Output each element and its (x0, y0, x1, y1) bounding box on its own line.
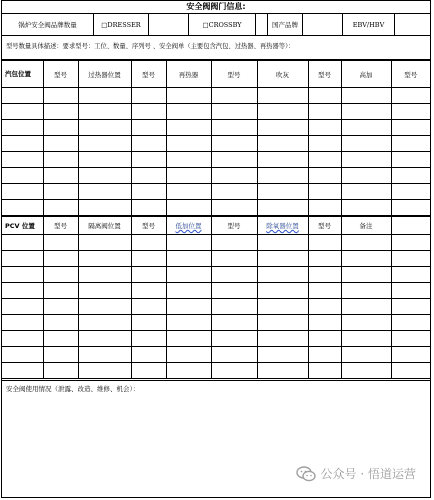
brand-ebv-count[interactable] (395, 14, 430, 35)
table-cell[interactable] (166, 88, 211, 104)
table-cell[interactable] (166, 120, 211, 136)
table-cell[interactable] (308, 88, 341, 104)
table-cell[interactable] (257, 267, 308, 283)
table-cell[interactable] (2, 267, 43, 283)
table-cell[interactable] (211, 283, 257, 299)
table-cell[interactable] (131, 184, 166, 200)
table-cell[interactable] (78, 104, 131, 120)
table-cell[interactable] (78, 267, 131, 283)
table-cell[interactable] (257, 88, 308, 104)
brand-row (2, 14, 430, 36)
table-cell[interactable] (43, 299, 78, 315)
table-cell[interactable] (43, 331, 78, 347)
table-cell[interactable] (391, 331, 430, 347)
table-row (2, 104, 430, 120)
table-cell[interactable] (308, 267, 341, 283)
table-cell[interactable] (2, 136, 43, 152)
table-cell[interactable] (341, 184, 391, 200)
table-cell[interactable] (211, 315, 257, 331)
table-cell[interactable] (341, 168, 391, 184)
table-cell[interactable] (211, 136, 257, 152)
table-cell[interactable] (211, 331, 257, 347)
table-cell[interactable] (308, 331, 341, 347)
table-cell[interactable] (2, 363, 43, 379)
table-cell[interactable] (2, 184, 43, 200)
table-cell[interactable] (308, 136, 341, 152)
table-cell[interactable] (341, 152, 391, 168)
col-header-model: 型号 (391, 61, 430, 88)
table-cell[interactable] (391, 283, 430, 299)
table-cell[interactable] (391, 200, 430, 216)
table-cell[interactable] (78, 251, 131, 267)
table-cell[interactable] (341, 251, 391, 267)
table-cell[interactable] (341, 136, 391, 152)
table-cell[interactable] (131, 299, 166, 315)
table-cell[interactable] (78, 120, 131, 136)
table-cell[interactable] (43, 347, 78, 363)
table-cell[interactable] (131, 104, 166, 120)
col-header-pcv-position: PCV 位置 (2, 217, 43, 235)
table-cell[interactable] (2, 200, 43, 216)
table-cell[interactable] (131, 120, 166, 136)
brand-label: 锅炉安全阀品牌数量 (2, 14, 94, 35)
brand-option-crossby[interactable]: □CROSSBY (189, 14, 256, 35)
table-cell[interactable] (308, 168, 341, 184)
table-cell[interactable] (43, 251, 78, 267)
table-cell[interactable] (43, 168, 78, 184)
table-cell[interactable] (341, 267, 391, 283)
table-cell[interactable] (257, 331, 308, 347)
brand-crossby-count[interactable] (256, 14, 268, 35)
col-header-blank (391, 217, 430, 235)
table-cell[interactable] (341, 235, 391, 251)
table-cell[interactable] (257, 200, 308, 216)
table-cell[interactable] (166, 235, 211, 251)
table-cell[interactable] (78, 315, 131, 331)
table-cell[interactable] (78, 283, 131, 299)
table-cell[interactable] (211, 168, 257, 184)
table-row (2, 299, 430, 315)
table-cell[interactable] (166, 363, 211, 379)
table-cell[interactable] (257, 168, 308, 184)
table-cell[interactable] (131, 267, 166, 283)
table-cell[interactable] (166, 267, 211, 283)
table-cell[interactable] (131, 283, 166, 299)
table-cell[interactable] (391, 299, 430, 315)
table-cell[interactable] (257, 283, 308, 299)
table-cell[interactable] (257, 136, 308, 152)
table-cell[interactable] (308, 347, 341, 363)
table-cell[interactable] (257, 152, 308, 168)
col-header-lp-heater-position: 低加位置 (166, 217, 211, 235)
table-cell[interactable] (391, 104, 430, 120)
table-cell[interactable] (211, 104, 257, 120)
table-cell[interactable] (2, 331, 43, 347)
table-cell[interactable] (43, 120, 78, 136)
watermark (296, 465, 416, 482)
wechat-icon (296, 466, 316, 482)
table-cell[interactable] (308, 152, 341, 168)
table-cell[interactable] (166, 104, 211, 120)
safety-valve-form (1, 0, 431, 498)
table-cell[interactable] (166, 136, 211, 152)
table-header-row (2, 61, 430, 88)
table-cell[interactable] (131, 200, 166, 216)
table-cell[interactable] (131, 331, 166, 347)
table-cell[interactable] (43, 152, 78, 168)
table-cell[interactable] (257, 251, 308, 267)
col-header-remarks: 备注 (341, 217, 391, 235)
table-cell[interactable] (43, 200, 78, 216)
table-cell[interactable] (308, 363, 341, 379)
table-cell[interactable] (211, 363, 257, 379)
table-cell[interactable] (78, 152, 131, 168)
table-cell[interactable] (2, 88, 43, 104)
col-header-isolation-valve-position: 隔离阀位置 (78, 217, 131, 235)
table-cell[interactable] (166, 200, 211, 216)
table-cell[interactable] (391, 315, 430, 331)
table-row (2, 152, 430, 168)
table-cell[interactable] (391, 251, 430, 267)
table-cell[interactable] (43, 283, 78, 299)
table-cell[interactable] (166, 168, 211, 184)
table-cell[interactable] (43, 267, 78, 283)
table-cell[interactable] (166, 184, 211, 200)
table-cell[interactable] (391, 120, 430, 136)
table-row (2, 168, 430, 184)
table-cell[interactable] (341, 104, 391, 120)
table-cell[interactable] (166, 331, 211, 347)
col-header-hp-heater: 高加 (341, 61, 391, 88)
table-cell[interactable] (391, 136, 430, 152)
table-cell[interactable] (166, 347, 211, 363)
table-cell[interactable] (78, 88, 131, 104)
table-cell[interactable] (391, 363, 430, 379)
table-cell[interactable] (2, 315, 43, 331)
table-cell[interactable] (43, 315, 78, 331)
table-cell[interactable] (341, 315, 391, 331)
table-cell[interactable] (211, 347, 257, 363)
table-cell[interactable] (131, 251, 166, 267)
table-cell[interactable] (211, 184, 257, 200)
table-steam-drum (2, 60, 430, 216)
table-row (2, 315, 430, 331)
table-cell[interactable] (391, 267, 430, 283)
table1-body (2, 88, 430, 216)
table-cell[interactable] (43, 136, 78, 152)
col-header-model: 型号 (43, 217, 78, 235)
table-cell[interactable] (308, 235, 341, 251)
table-cell[interactable] (166, 251, 211, 267)
table-cell[interactable] (341, 120, 391, 136)
table-cell[interactable] (308, 184, 341, 200)
table-cell[interactable] (2, 283, 43, 299)
col-header-model: 型号 (211, 61, 257, 88)
table-cell[interactable] (391, 184, 430, 200)
brand-option-domestic[interactable]: 国产品牌 (268, 14, 303, 35)
table-row (2, 200, 430, 216)
table-row (2, 267, 430, 283)
col-header-model: 型号 (308, 61, 341, 88)
col-header-model: 型号 (43, 61, 78, 88)
table-cell[interactable] (166, 283, 211, 299)
table-cell[interactable] (308, 299, 341, 315)
form-title: 安全阀阀门信息: (2, 1, 430, 14)
table-cell[interactable] (43, 88, 78, 104)
table-cell[interactable] (78, 200, 131, 216)
col-header-deaerator-position: 除氧器位置 (257, 217, 308, 235)
table-row (2, 235, 430, 251)
table-cell[interactable] (131, 136, 166, 152)
table-cell[interactable] (78, 347, 131, 363)
table-cell[interactable] (391, 152, 430, 168)
table-cell[interactable] (308, 120, 341, 136)
table-cell[interactable] (257, 104, 308, 120)
model-description: 型号数量具体描述：要求型号：工位、数量、序列号 、安全阀单（主要包含汽包、过热器、再热器等）： (2, 36, 430, 60)
table-cell[interactable] (78, 299, 131, 315)
table-cell[interactable] (78, 363, 131, 379)
table-cell[interactable] (308, 315, 341, 331)
table-cell[interactable] (341, 88, 391, 104)
col-header-reheater: 再热器 (166, 61, 211, 88)
table-cell[interactable] (308, 104, 341, 120)
table-cell[interactable] (78, 331, 131, 347)
table-cell[interactable] (166, 299, 211, 315)
table-row (2, 347, 430, 363)
table-cell[interactable] (211, 152, 257, 168)
usage-label: 安全阀使用情况（泄露、改造、维修、机会）： (6, 385, 140, 393)
table-row (2, 136, 430, 152)
table-row (2, 120, 430, 136)
table-cell[interactable] (131, 363, 166, 379)
table-cell[interactable] (2, 347, 43, 363)
brand-option-dresser[interactable]: □DRESSER (94, 14, 149, 35)
table-row (2, 184, 430, 200)
table-row (2, 283, 430, 299)
table-cell[interactable] (211, 235, 257, 251)
table-cell[interactable] (257, 184, 308, 200)
table-cell[interactable] (211, 200, 257, 216)
table-cell[interactable] (341, 363, 391, 379)
table-cell[interactable] (43, 235, 78, 251)
table-row (2, 251, 430, 267)
table-row (2, 88, 430, 104)
table-cell[interactable] (2, 168, 43, 184)
table-cell[interactable] (257, 120, 308, 136)
table-cell[interactable] (341, 331, 391, 347)
table-cell[interactable] (2, 152, 43, 168)
table-cell[interactable] (341, 299, 391, 315)
table-cell[interactable] (308, 251, 341, 267)
table-cell[interactable] (257, 315, 308, 331)
table-cell[interactable] (257, 347, 308, 363)
table-cell[interactable] (166, 315, 211, 331)
table-cell[interactable] (391, 168, 430, 184)
col-header-model: 型号 (211, 217, 257, 235)
table-cell[interactable] (391, 88, 430, 104)
table-row (2, 363, 430, 379)
table-pcv (2, 216, 430, 379)
table-cell[interactable] (211, 267, 257, 283)
col-header-model: 型号 (131, 61, 166, 88)
table-cell[interactable] (131, 152, 166, 168)
table-cell[interactable] (131, 168, 166, 184)
table-cell[interactable] (2, 120, 43, 136)
table-cell[interactable] (308, 283, 341, 299)
col-header-model: 型号 (131, 217, 166, 235)
table-cell[interactable] (131, 315, 166, 331)
watermark-text: 公众号 · 悟道运营 (320, 467, 416, 481)
table-cell[interactable] (211, 120, 257, 136)
table-cell[interactable] (2, 104, 43, 120)
table-cell[interactable] (2, 251, 43, 267)
table-cell[interactable] (166, 152, 211, 168)
col-header-sootblowing: 吹灰 (257, 61, 308, 88)
table-cell[interactable] (78, 136, 131, 152)
table-cell[interactable] (131, 347, 166, 363)
table-cell[interactable] (78, 235, 131, 251)
brand-dresser-count[interactable] (149, 14, 189, 35)
table-cell[interactable] (211, 88, 257, 104)
table-cell[interactable] (43, 104, 78, 120)
table-cell[interactable] (2, 299, 43, 315)
table-cell[interactable] (131, 235, 166, 251)
table-cell[interactable] (257, 299, 308, 315)
table-cell[interactable] (211, 251, 257, 267)
table-cell[interactable] (211, 299, 257, 315)
table-cell[interactable] (2, 235, 43, 251)
col-header-model: 型号 (308, 217, 341, 235)
table-cell[interactable] (391, 347, 430, 363)
table-cell[interactable] (78, 184, 131, 200)
table-row (2, 331, 430, 347)
table-cell[interactable] (391, 235, 430, 251)
brand-option-ebv[interactable]: EBV/HBV (343, 14, 395, 35)
table-cell[interactable] (308, 200, 341, 216)
table-cell[interactable] (341, 283, 391, 299)
brand-domestic-count[interactable] (303, 14, 343, 35)
table-cell[interactable] (341, 200, 391, 216)
col-header-drum-position: 汽包位置 (2, 61, 43, 88)
table-cell[interactable] (257, 363, 308, 379)
table-cell[interactable] (43, 184, 78, 200)
table2-body (2, 235, 430, 379)
table-cell[interactable] (78, 168, 131, 184)
col-header-superheater-position: 过热器位置 (78, 61, 131, 88)
table-cell[interactable] (131, 88, 166, 104)
table-cell[interactable] (341, 347, 391, 363)
table-cell[interactable] (257, 235, 308, 251)
table-cell[interactable] (43, 363, 78, 379)
table-header-row (2, 217, 430, 235)
